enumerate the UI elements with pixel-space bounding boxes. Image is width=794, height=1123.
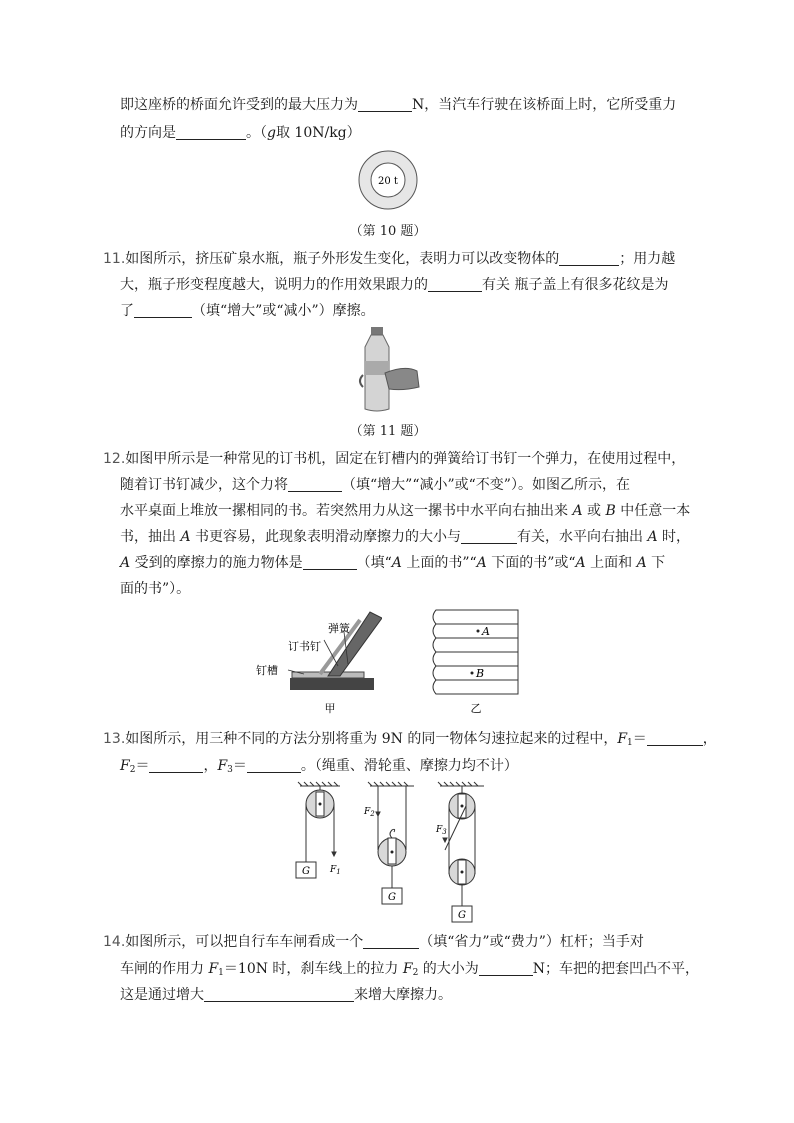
text: ＝ (135, 758, 150, 774)
text: 上面的书”“ (401, 555, 477, 571)
q10-line-2 (120, 124, 361, 142)
text: ＝ (632, 731, 647, 747)
book-stack-figure (428, 606, 524, 716)
f2-label: $F_2$ (364, 807, 375, 818)
bottle-cap (371, 327, 383, 335)
subscript: 2 (129, 765, 136, 775)
q12-line-4 (120, 528, 690, 546)
q11-line-1 (103, 250, 675, 268)
pulley-figure (290, 780, 490, 926)
question-number: 12. (103, 451, 126, 467)
text: （填“增大”“减小”或“不变”）。如图乙所示，在 (342, 477, 630, 493)
text: （填“省力”或“费力”）杠杆；当手对 (419, 934, 644, 950)
thumb-icon (360, 375, 363, 387)
subscript: 1 (627, 738, 633, 748)
text: 水平桌面上堆放一摞相同的书。若突然用力从这一摞书中水平向右抽出来 (120, 503, 573, 519)
var-f: F (617, 731, 628, 747)
label-spring: 弹簧 (328, 622, 350, 635)
answer-blank[interactable] (303, 555, 357, 570)
book-a-dot (477, 630, 480, 633)
label-slot: 钉槽 (256, 664, 278, 677)
q11-line-3 (120, 302, 375, 320)
text: 了 (120, 303, 134, 319)
label-yi: 乙 (470, 702, 482, 715)
answer-blank[interactable] (647, 731, 703, 746)
q13-line-2 (120, 757, 518, 779)
var-f: F (402, 961, 413, 977)
text: （绳重、滑轮重、摩擦力均不计） (314, 758, 518, 774)
text: 下 (646, 555, 666, 571)
answer-blank[interactable] (247, 758, 301, 773)
q14-line-2 (120, 960, 699, 982)
f3-label: $F_3$ (436, 825, 447, 836)
book-stack (433, 610, 518, 694)
question-number: 14. (103, 934, 126, 950)
f1-label: $F_1$ (330, 865, 341, 876)
q12-line-5 (120, 554, 665, 572)
hand-icon (385, 368, 419, 389)
caption-q10: （第 10 题） (349, 224, 427, 239)
g-symbol: g (267, 125, 276, 141)
text: 如图所示，可以把自行车车闸看成一个 (125, 934, 364, 950)
text: ；用力越 (619, 251, 676, 267)
sign-text: 20 t (378, 176, 398, 187)
question-number: 11. (103, 251, 126, 267)
var-f: F (120, 758, 130, 774)
var-f: F (217, 758, 228, 774)
text: 时， (657, 529, 691, 545)
water-bottle-figure (355, 325, 425, 413)
text: （填“增大”或“减小”）摩擦。 (192, 303, 375, 319)
answer-blank[interactable] (358, 97, 412, 112)
var-a: A (572, 503, 583, 519)
text: 的大小为 (418, 961, 479, 977)
text: ＝ (232, 758, 247, 774)
var-f: F (208, 961, 219, 977)
var-a: A (476, 555, 487, 571)
answer-blank[interactable] (149, 758, 203, 773)
text: ， (203, 758, 218, 774)
text: 中任意一本 (615, 503, 691, 519)
subscript: 2 (412, 968, 419, 978)
answer-blank[interactable] (428, 277, 482, 292)
var-a: A (636, 555, 647, 571)
q14-line-1 (103, 933, 644, 951)
text: 。（ (246, 125, 267, 141)
q10-line-1 (120, 96, 676, 114)
question-number: 13. (103, 731, 126, 747)
text: 面的书”）。 (120, 581, 191, 597)
text: 随着订书钉减少，这个力将 (120, 477, 288, 493)
book-b-dot (471, 672, 474, 675)
text: 如图所示，用三种不同的方法分别将重为 9N 的同一物体匀速拉起来的过程中， (125, 731, 618, 747)
text: 或 (582, 503, 606, 519)
caption-q11: （第 11 题） (349, 424, 427, 439)
weight-g-label: G (302, 866, 310, 877)
answer-blank[interactable] (176, 125, 246, 140)
stapler-slot (292, 672, 364, 678)
weight-limit-sign-figure (356, 150, 420, 210)
text: 的方向是 (120, 125, 176, 141)
book-b-label: B (476, 667, 485, 680)
stapler-figure (252, 606, 382, 716)
q14-line-3 (120, 986, 452, 1004)
subscript: 3 (227, 765, 233, 775)
answer-blank[interactable] (363, 934, 419, 949)
var-a: A (120, 555, 131, 571)
text: 瓶子盖上有很多花纹是为 (510, 277, 669, 293)
text: 下面的书”或“ (486, 555, 576, 571)
text: N；车把的把套凹凸不平， (532, 961, 700, 977)
stapler-base (290, 678, 374, 690)
label-jia: 甲 (324, 702, 336, 715)
text: 这是通过增大 (120, 987, 204, 1003)
text: 来增大摩擦力。 (354, 987, 452, 1003)
answer-blank[interactable] (479, 961, 533, 976)
text: 大，瓶子形变程度越大，说明力的作用效果跟力的 (120, 277, 428, 293)
text: 取 10N/kg） (275, 125, 361, 141)
book-a-label: A (482, 625, 490, 638)
text: 即这座桥的桥面允许受到的最大压力为 (120, 97, 358, 113)
q12-line-2 (120, 476, 630, 494)
q12-line-6 (120, 580, 190, 598)
weight-g-label: G (458, 910, 466, 921)
text: N，当汽车行驶在该桥面上时，它所受重力 (412, 97, 677, 113)
text: 如图甲所示是一种常见的订书机，固定在钉槽内的弹簧给订书钉一个弹力，在使用过程中， (125, 451, 686, 467)
text: 有关 (482, 277, 510, 293)
var-a: A (180, 529, 191, 545)
answer-blank[interactable] (461, 529, 517, 544)
text: 受到的摩擦力的施力物体是 (130, 555, 303, 571)
var-b: B (605, 503, 616, 519)
subscript: 1 (218, 968, 224, 978)
text: 书，抽出 (120, 529, 181, 545)
text: 如图所示，挤压矿泉水瓶，瓶子外形发生变化，表明力可以改变物体的 (125, 251, 560, 267)
q12-line-1 (103, 450, 685, 468)
text: 有关，水平向右抽出 (517, 529, 648, 545)
text: ， (702, 731, 717, 747)
text: 。 (300, 758, 315, 774)
var-a: A (647, 529, 658, 545)
q13-line-1 (103, 730, 717, 752)
var-a: A (391, 555, 402, 571)
answer-blank[interactable] (134, 303, 192, 318)
q11-line-2 (120, 276, 668, 294)
label-staple: 订书钉 (288, 640, 321, 653)
weight-g-label: G (388, 892, 396, 903)
text: 书更容易，此现象表明滑动摩擦力的大小与 (190, 529, 462, 545)
answer-blank[interactable] (204, 987, 354, 1002)
answer-blank[interactable] (288, 477, 342, 492)
text: 车闸的作用力 (120, 961, 209, 977)
text: ＝10N 时，刹车线上的拉力 (223, 961, 403, 977)
q12-line-3 (120, 502, 690, 520)
answer-blank[interactable] (559, 251, 619, 266)
var-a: A (575, 555, 586, 571)
text: （填“ (356, 555, 392, 571)
text: 上面和 (585, 555, 637, 571)
